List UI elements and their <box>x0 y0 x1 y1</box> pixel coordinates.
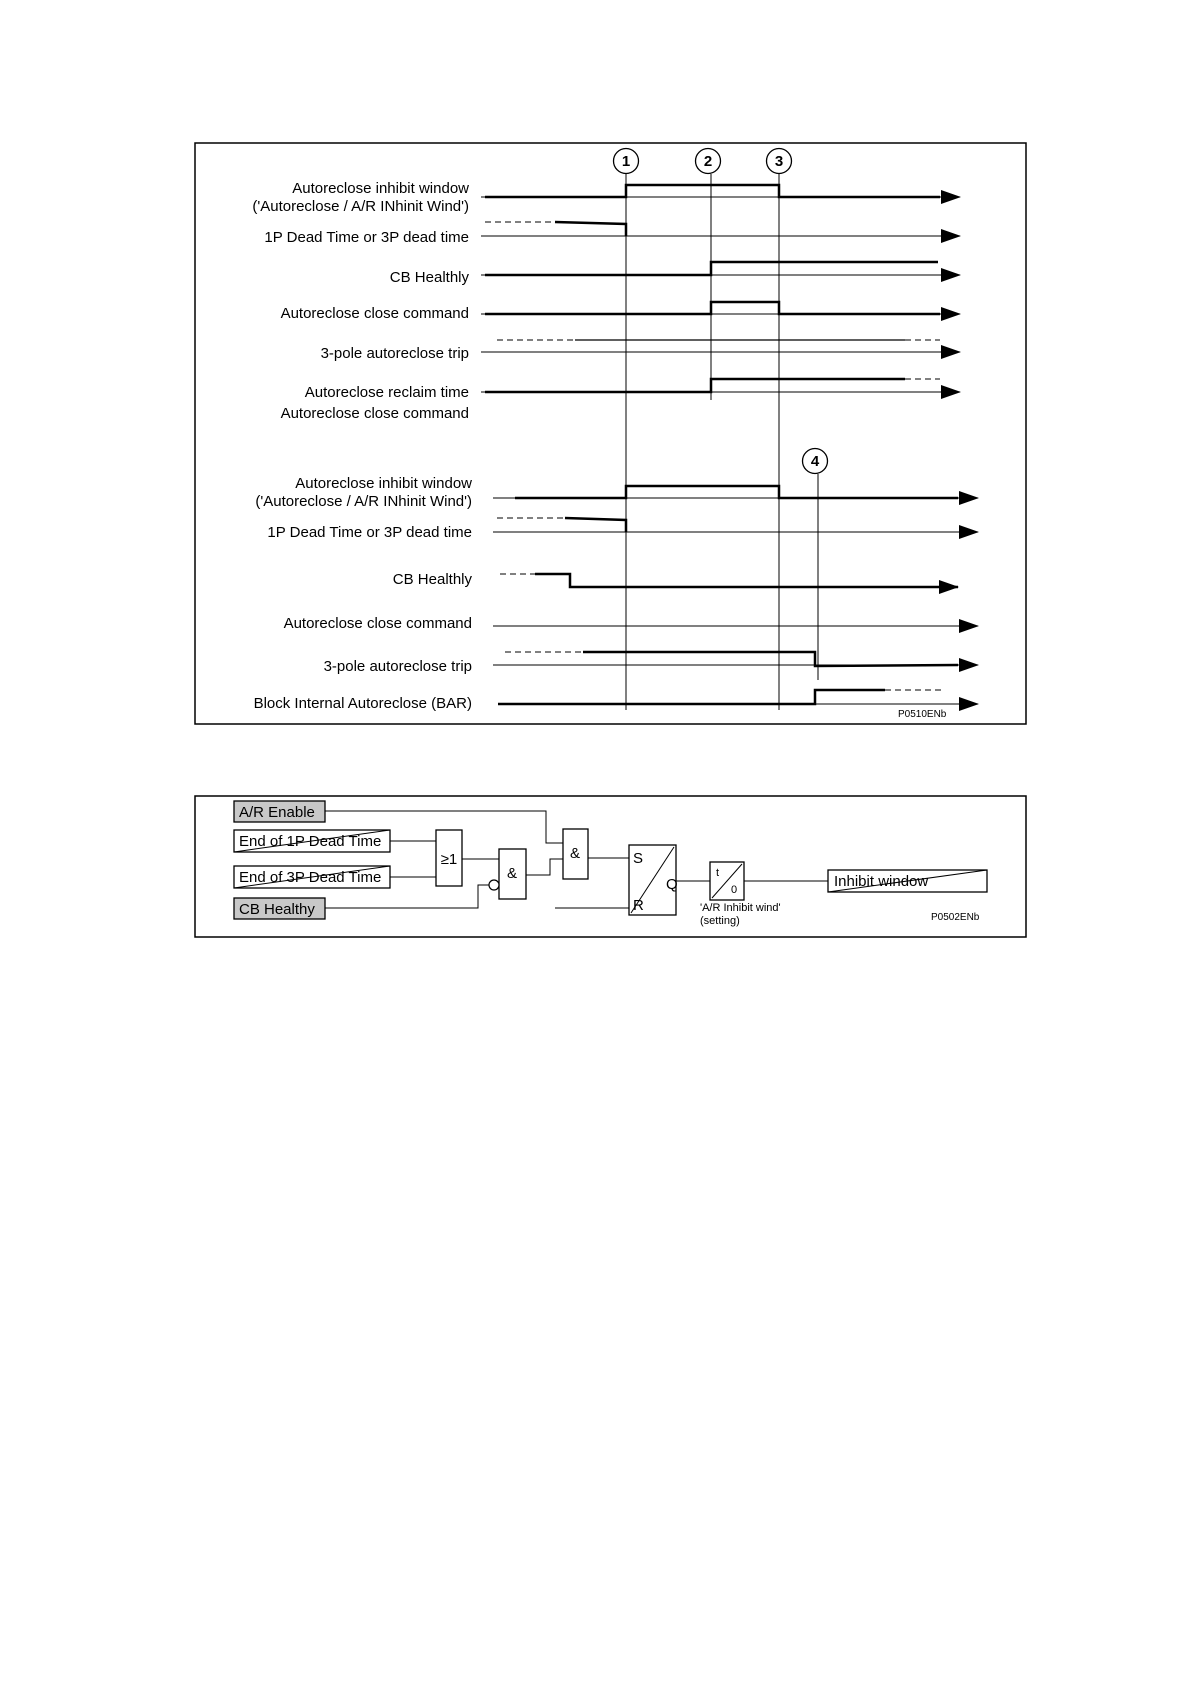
top-signal-dead-time <box>264 222 960 246</box>
bottom-signal-bar <box>254 690 978 712</box>
and-gate-1 <box>489 849 526 899</box>
input-ar-enable-label: A/R Enable <box>239 804 315 821</box>
output-inhibit-window <box>828 870 987 892</box>
top-signal-cb-healthy <box>390 262 960 286</box>
or-gate-label: ≥1 <box>440 851 458 868</box>
marker-4-label: 4 <box>810 453 820 470</box>
and-gate-1-label: & <box>506 865 518 882</box>
timing-diagram <box>195 143 1026 724</box>
logic-ref-code: P0502ENb <box>931 912 980 923</box>
sr-latch <box>629 845 678 915</box>
timer-t-label: t <box>716 867 720 879</box>
logic-diagram <box>195 796 1026 937</box>
marker-lines <box>626 174 818 710</box>
top-deadtime-label: 1P Dead Time or 3P dead time <box>264 229 469 246</box>
inverter-bubble <box>489 880 499 890</box>
input-end-3p-label: End of 3P Dead Time <box>239 869 382 886</box>
top-inhibit-label: Autoreclose inhibit window <box>292 180 469 197</box>
input-cb-healthy-label: CB Healthy <box>239 901 315 918</box>
top-cbhealthy-label: CB Healthly <box>389 269 469 286</box>
top-inhibit-label2: ('Autoreclose / A/R INhinit Wind') <box>252 198 469 215</box>
sr-latch-q: Q <box>666 876 678 893</box>
bottom-signal-cb-healthy <box>393 571 958 588</box>
bottom-signal-dead-time <box>267 518 978 541</box>
input-cb-healthy <box>234 898 325 919</box>
bottom-inhibit-label: Autoreclose inhibit window <box>295 475 472 492</box>
and-gate-2 <box>563 829 588 879</box>
output-inhibit-label: Inhibit window <box>834 873 929 890</box>
bottom-bar-label: Block Internal Autoreclose (BAR) <box>253 695 472 712</box>
input-end-1p-dead-time <box>234 830 390 852</box>
bottom-deadtime-label: 1P Dead Time or 3P dead time <box>267 524 472 541</box>
timer-setting-label2: (setting) <box>700 915 740 927</box>
sr-latch-r: R <box>633 897 644 914</box>
top-3pole-label: 3-pole autoreclose trip <box>320 345 469 362</box>
sr-latch-s: S <box>633 850 644 867</box>
bottom-3pole-label: 3-pole autoreclose trip <box>323 658 472 675</box>
marker-1 <box>614 149 639 174</box>
marker-3 <box>767 149 792 174</box>
input-ar-enable <box>234 801 325 822</box>
and-gate-2-label: & <box>569 845 581 862</box>
bottom-cbhealthy-label: CB Healthly <box>392 571 472 588</box>
bottom-signal-close-command <box>284 615 978 632</box>
bottom-signal-inhibit-window <box>255 475 978 510</box>
top-reclaim-label2: Autoreclose close command <box>280 405 469 422</box>
top-signal-inhibit-window <box>252 180 960 215</box>
top-reclaim-label: Autoreclose reclaim time <box>304 384 469 401</box>
bottom-signal-3pole-trip <box>324 652 978 675</box>
timing-ref-code: P0510ENb <box>898 709 947 720</box>
timer-setting-label: 'A/R Inhibit wind' <box>700 902 781 914</box>
or-gate <box>436 830 462 886</box>
marker-4 <box>803 449 828 474</box>
top-signal-reclaim-time <box>281 379 960 422</box>
marker-2-label: 2 <box>703 153 713 170</box>
bottom-inhibit-label2: ('Autoreclose / A/R INhinit Wind') <box>255 493 472 510</box>
top-signal-close-command <box>281 302 960 322</box>
input-end-3p-dead-time <box>234 866 390 888</box>
marker-3-label: 3 <box>774 153 784 170</box>
marker-2 <box>696 149 721 174</box>
marker-1-label: 1 <box>621 153 631 170</box>
bottom-close-label: Autoreclose close command <box>283 615 472 632</box>
input-end-1p-label: End of 1P Dead Time <box>239 833 382 850</box>
timer-block <box>700 862 781 927</box>
top-close-label: Autoreclose close command <box>280 305 469 322</box>
timer-0-label: 0 <box>731 884 738 896</box>
top-signal-3pole-trip <box>321 340 960 362</box>
